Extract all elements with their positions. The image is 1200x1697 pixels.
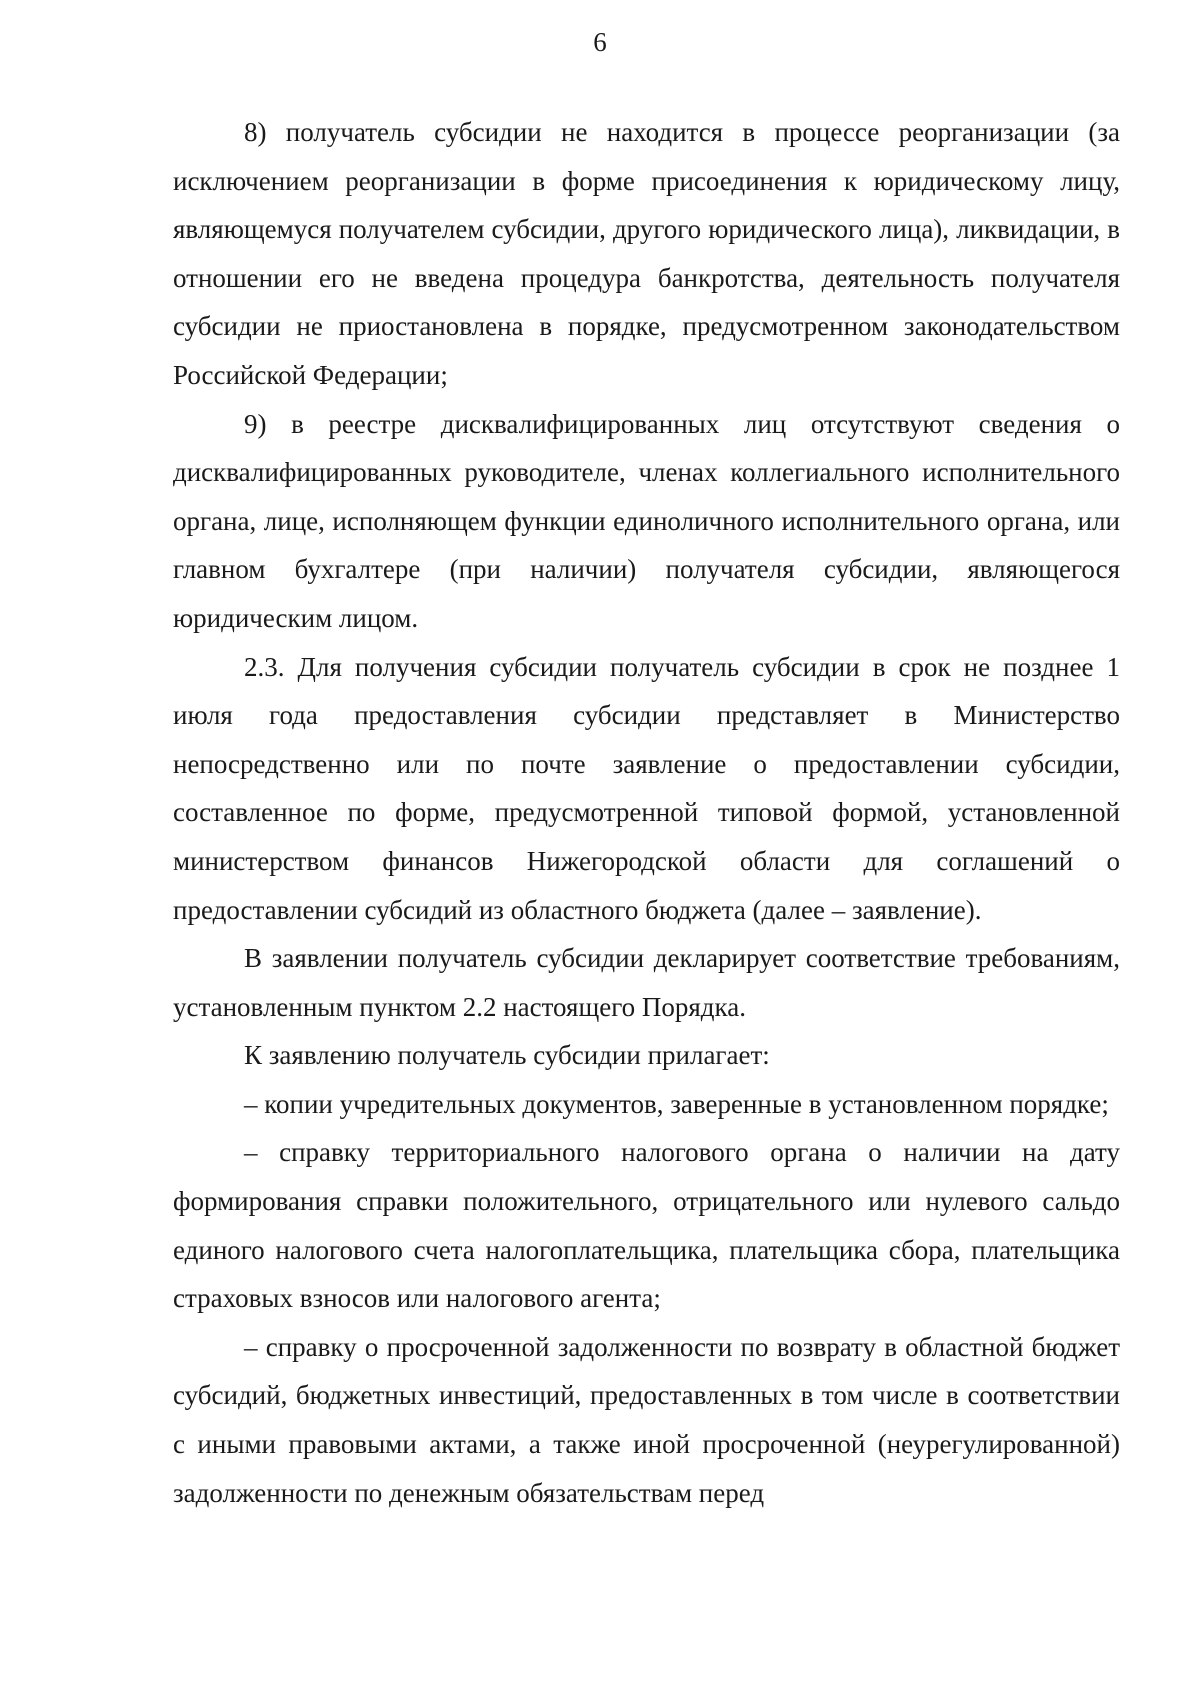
paragraph-declaration: В заявлении получатель субсидии декларирует соответствие требованиям, установленным пунктом 2.2 настоящего Порядка. [173, 943, 1120, 1022]
document-body [173, 108, 1120, 1517]
paragraph-section-2-3: 2.3. Для получения субсидии получатель субсидии в срок не позднее 1 июля года предоставления субсидии представляет в Министерство непосредственно или по почте заявление о предоставлении субсидии, составленное по форме, предусмотренной типовой формой, установленной министерством финансов Нижегородской области для соглашений о предоставлении субсидий из областного бюджета (далее – заявление). [173, 651, 1120, 925]
paragraph-attachments-intro: К заявлению получатель субсидии прилагает: [244, 1040, 770, 1071]
paragraph-item-9: 9) в реестре дисквалифицированных лиц отсутствуют сведения о дисквалифицированных руководителе, членах коллегиального исполнительного органа, лице, исполняющем функции единоличного исполнительного органа, или главном бухгалтере (при наличии) получателя субсидии, являющегося юридическим лицом. [173, 408, 1120, 633]
list-item-tax-certificate: – справку территориального налогового органа о наличии на дату формирования справки положительного, отрицательного или нулевого сальдо единого налогового счета налогоплательщика, плательщика сбора, плательщика страховых взносов или налогового агента; [173, 1137, 1120, 1314]
list-item-debt-certificate: – справку о просроченной задолженности по возврату в областной бюджет субсидий, бюджетных инвестиций, предоставленных в том числе в соответствии с иными правовыми актами, а также иной просроченной (неурегулированной) задолженности по денежным обязательствам перед [173, 1331, 1120, 1508]
list-item-founding-documents: – копии учредительных документов, заверенные в установленном порядке; [244, 1088, 1109, 1119]
page-number: 6 [593, 27, 607, 57]
paragraph-item-8: 8) получатель субсидии не находится в процессе реорганизации (за исключением реорганизации в форме присоединения к юридическому лицу, являющемуся получателем субсидии, другого юридического лица), ликвидации, в отношении его не введена процедура банкротства, деятельность получателя субсидии не приостановлена в порядке, предусмотренном законодательством Российской Федерации; [173, 117, 1120, 390]
